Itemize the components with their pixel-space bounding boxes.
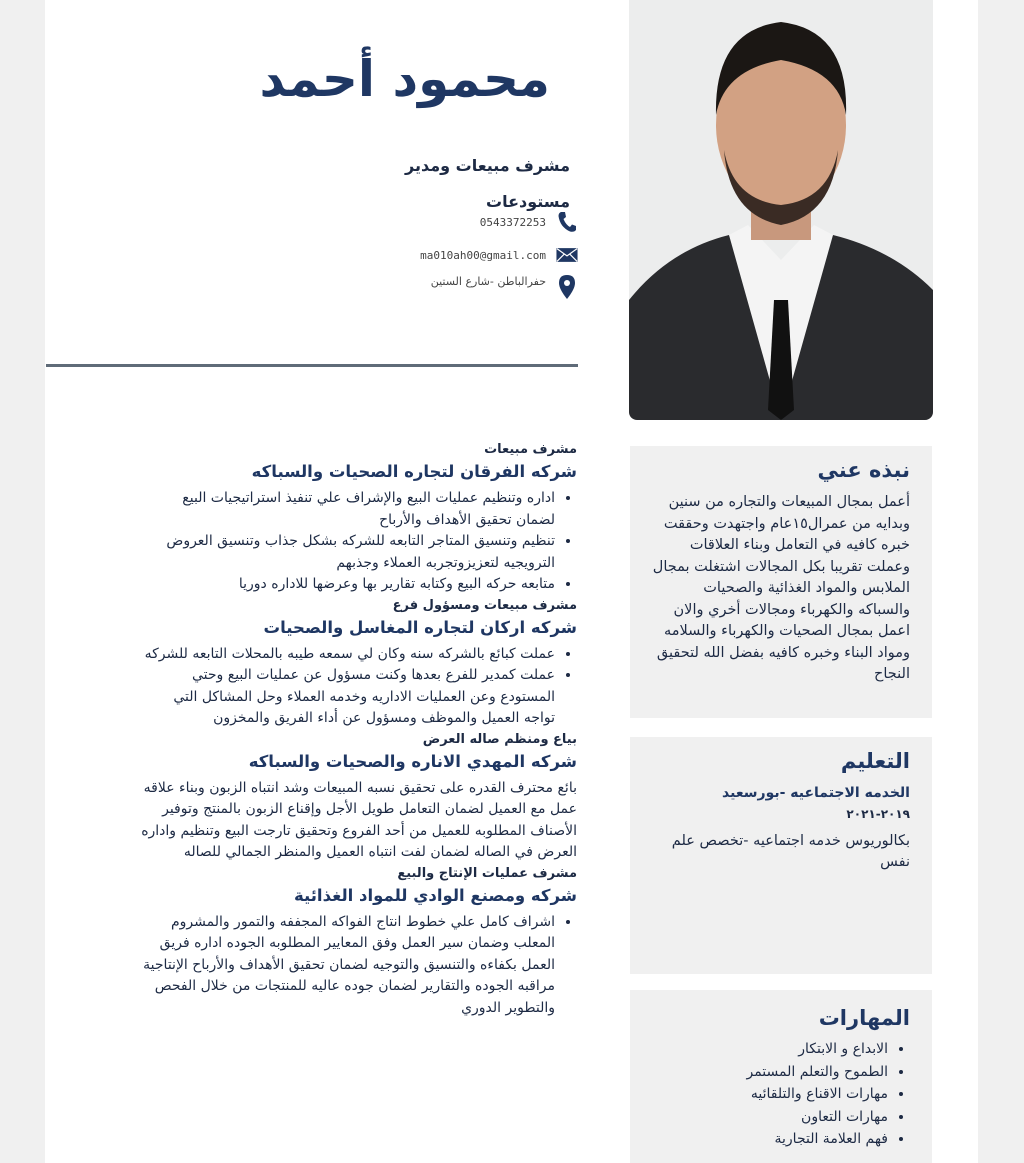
- company-name: شركه المهدي الاناره والصحيات والسباكه: [248, 751, 577, 771]
- duty-item: • متابعه حركه البيع وكتابه تقارير بها وعرضها للاداره دوريا: [140, 574, 555, 596]
- about-title: نبذه عني: [817, 458, 910, 482]
- role-title: بياع ومنظم صاله العرض: [422, 731, 577, 747]
- skill-item: • مهارات التعاون: [648, 1106, 888, 1129]
- education-panel: [630, 737, 932, 974]
- experience-item: [140, 596, 577, 730]
- education-institution: الخدمه الاجتماعيه -بورسعيد: [722, 785, 910, 801]
- duty-item: • عملت كبائع بالشركه سنه وكان لي سمعه طيبه بالمحلات التابعه للشركه: [140, 644, 555, 666]
- about-text: أعمل بمجال المبيعات والتجاره من سنين وبدايه من عمرال١٥عام واجتهدت وحققت خبره كافيه في التعامل وبناء العلاقات وعملت تقريبا بكل المجالات اشتغلت بمجال الملابس والمواد الغذائية والصحيات والسباكه والكهرباء ومجالات أخري والان اعمل بمجال الصحيات والكهرباء والسلامه ومواد البناء وخبره كافيه بفضل الله لتحقيق النجاح: [652, 494, 910, 682]
- header-divider: [46, 364, 578, 367]
- address-text: حفرالباطن -شارع الستين: [430, 274, 546, 288]
- duties-list: [140, 644, 577, 730]
- skill-item: • مهارات الاقناع والتلقائيه: [648, 1083, 888, 1106]
- duties-list: [140, 488, 577, 596]
- company-name: شركه اركان لتجاره المغاسل والصحيات: [263, 617, 577, 637]
- duty-item: • عملت كمدير للفرع بعدها وكنت مسؤول عن عمليات البيع وحتي المستودع وعن العمليات الاداريه وخدمه العملاء وحل المشاكل التي تواجه العميل والموظف ومسؤول عن أداء الفريق والمخزون: [140, 665, 555, 730]
- education-years: ٢٠١٩-٢٠٢١: [846, 807, 910, 821]
- company-name: شركه الفرقان لتجاره الصحيات والسباكه: [251, 462, 577, 481]
- skill-item: • الابداع و الابتكار: [648, 1038, 888, 1061]
- duty-item: • اداره وتنظيم عمليات البيع والإشراف علي تنفيذ استراتيجيات البيع لضمان تحقيق الأهداف والأرباح: [140, 488, 555, 531]
- education-degree: بكالوريوس خدمه اجتماعيه -تخصص علم نفس: [671, 833, 910, 870]
- job-title: [380, 148, 570, 220]
- location-pin-icon: [556, 272, 578, 302]
- experience-section: [140, 440, 577, 1019]
- job-title-line1: مشرف مبيعات ومدير: [404, 156, 570, 175]
- experience-item: [140, 440, 577, 596]
- role-title: مشرف مبيعات ومسؤول فرع: [392, 597, 577, 613]
- candidate-name: محمود أحمد: [259, 50, 550, 108]
- role-title: مشرف عمليات الإنتاج والبيع: [397, 865, 577, 881]
- skill-item: • الطموح والتعلم المستمر: [648, 1061, 888, 1084]
- about-panel: [630, 446, 932, 718]
- skills-panel: [630, 990, 932, 1163]
- contact-address: [431, 272, 578, 302]
- experience-item: [140, 864, 577, 1020]
- duty-item: • تنظيم وتنسيق المتاجر التابعه للشركه بشكل جذاب وتنسيق العروض الترويجيه لتعزيزوتجربه العملاء وجذبهم: [140, 531, 555, 574]
- duties-list: [140, 912, 577, 1020]
- skills-list: [648, 1038, 910, 1151]
- company-name: شركه ومصنع الوادي للمواد الغذائية: [294, 885, 577, 905]
- contact-email: [420, 244, 578, 266]
- experience-item: [140, 730, 577, 864]
- phone-number: 0543372253: [479, 215, 546, 229]
- profile-photo: [629, 0, 933, 420]
- phone-icon: [556, 211, 578, 233]
- skill-item: • فهم العلامة التجارية: [648, 1128, 888, 1151]
- email-address: ma010ah00@gmail.com: [420, 248, 546, 262]
- contact-phone: [480, 211, 578, 233]
- skills-title: المهارات: [818, 1006, 910, 1030]
- role-title: مشرف مبيعات: [484, 442, 577, 457]
- job-title-line2: مستودعات: [486, 192, 570, 211]
- envelope-icon: [556, 244, 578, 266]
- duty-item: • اشراف كامل علي خطوط انتاج الفواكه المجففه والتمور والمشروم المعلب وضمان سير العمل وفق المعايير المطلوبه الجوده اداره فريق العمل بكفاءه والتنسيق والتوجيه لضمان تحقيق الأهداف والأرباح الإنتاجية مراقبه الجوده والتقارير لضمان جوده عاليه للمنتجات من خلال الفحص والتطوير الدوري: [140, 912, 555, 1020]
- education-title: التعليم: [840, 749, 910, 773]
- role-description: بائع محترف القدره على تحقيق نسبه المبيعات وشد انتباه الزبون وبناء علاقه عمل مع العميل لضمان التعامل طويل الأجل وإقناع الزبون بالمنتج وتوفير الأصناف المطلوبه للعميل من أحد الفروع وتحقيق تارجت البيع وتنظيم واداره العرض في الصاله لضمان لفت انتباه العميل والمنظر الجمالي للصاله: [141, 779, 577, 860]
